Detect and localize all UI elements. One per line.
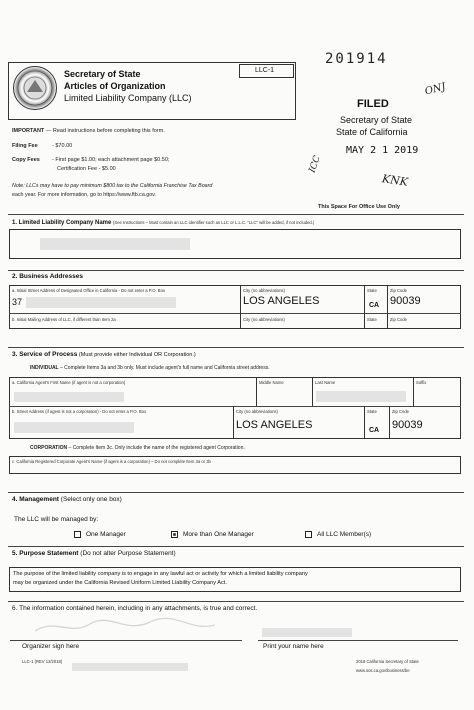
- mailing-address-label: b. Initial Mailing Address of LLC, if different than Item 2a: [12, 317, 116, 322]
- form-revision: LLC-1 (REV 12/2018): [22, 659, 63, 664]
- print-name-label: Print your name here: [263, 643, 324, 650]
- mailing-state-label: State: [367, 317, 377, 322]
- agent-col-divider-1: [256, 377, 257, 406]
- checkbox-one-manager[interactable]: [74, 531, 81, 538]
- option-more-than-one-label: More than One Manager: [183, 531, 254, 538]
- copy-fees-line-2: Certification Fee - $5.00: [57, 166, 116, 172]
- agent-state-value[interactable]: CA: [369, 427, 380, 434]
- corporate-agent-label: c. California Registered Corporate Agent's Name (if agent is a corporation) – Do not complete Item 3a or 3b: [12, 459, 211, 464]
- form-id: LLC-1: [255, 67, 275, 74]
- agent-city-value[interactable]: LOS ANGELES: [236, 419, 313, 431]
- agent-col-divider-2: [312, 377, 313, 406]
- handwritten-initials-mid: KNK: [381, 172, 409, 189]
- zip-label: Zip Code: [390, 288, 407, 293]
- agent-street-label: b. Street Address (if agent is not a corporation) - Do not enter a P.O. Box: [12, 409, 147, 414]
- divider-5: [8, 546, 464, 547]
- street-address-label: a. Initial Street Address of Designated Office in California - Do not enter a P.O. Box: [12, 288, 166, 293]
- filed-date: MAY 2 1 2019: [346, 145, 419, 156]
- signature-image: [30, 616, 220, 638]
- redacted-llc-name: [40, 238, 190, 250]
- agent-first-name-label: a. California Agent's First Name (if agent is not a corporation): [12, 380, 126, 385]
- faded-watermark: [70, 660, 190, 674]
- purpose-line-1: The purpose of the limited liability company is to engage in any lawful act or activity for which a limited liability company: [13, 571, 308, 577]
- section-5-heading: 5. Purpose Statement (Do not alter Purpose Statement): [12, 550, 176, 557]
- section-4-heading: 4. Management (Select only one box): [12, 496, 122, 503]
- state-label: State: [367, 288, 377, 293]
- filing-number: 201914: [325, 51, 388, 67]
- middle-name-label: Middle Name: [259, 380, 284, 385]
- option-one-manager-label: One Manager: [86, 531, 126, 538]
- signature-line: [10, 640, 242, 641]
- divider-6: [8, 601, 464, 602]
- divider-2: [8, 270, 464, 271]
- agent-zip-value[interactable]: 90039: [392, 419, 423, 431]
- redacted-printed-name: [262, 628, 352, 637]
- header-title-3: Limited Liability Company (LLC): [64, 93, 192, 103]
- section-2-heading: 2. Business Addresses: [12, 273, 83, 280]
- checkbox-more-than-one-manager[interactable]: [171, 531, 178, 538]
- individual-instructions: INDIVIDUAL – Complete Items 3a and 3b only. Must include agent's full name and California street address.: [30, 365, 270, 371]
- agent-city-label: City (no abbreviations): [236, 409, 278, 414]
- checkbox-all-members[interactable]: [305, 531, 312, 538]
- option-all-members-label: All LLC Member(s): [317, 531, 372, 538]
- address-col-divider-1: [240, 285, 241, 329]
- management-question: The LLC will be managed by:: [14, 516, 99, 523]
- redacted-agent-street: [14, 422, 134, 433]
- zip-value[interactable]: 90039: [390, 295, 421, 307]
- ftb-note-2: each year. For more information, go to https://www.ftb.ca.gov.: [12, 192, 156, 198]
- handwritten-initials-left: ICC: [307, 154, 323, 175]
- agent-col-divider-4: [233, 406, 234, 439]
- redacted-street-address: [26, 297, 176, 308]
- redacted-agent-last-name: [316, 391, 406, 402]
- ftb-note-1: Note: LLCs may have to pay minimum $800 tax to the California Franchise Tax Board: [12, 183, 213, 189]
- mailing-city-label: City (no abbreviations): [243, 317, 285, 322]
- header-title-1: Secretary of State: [64, 69, 141, 79]
- filing-fee-label: Filing Fee: [12, 143, 38, 149]
- agent-row-divider: [9, 406, 461, 407]
- corporation-instructions: CORPORATION – Complete Item 3c. Only include the name of the registered agent Corporation.: [30, 445, 245, 451]
- address-row-divider: [9, 313, 461, 314]
- copy-fees-line-1: - First page $1.00; each attachment page $0.50;: [52, 157, 170, 163]
- suffix-label: Suffix: [416, 380, 427, 385]
- header-title-2: Articles of Organization: [64, 81, 166, 91]
- state-value[interactable]: CA: [369, 302, 380, 309]
- divider-3: [8, 347, 464, 348]
- section-1-heading: 1. Limited Liability Company Name (See Instructions – Must contain an LLC identifier such as LLC or L.L.C. "LLC" will be added, if not included.): [12, 220, 315, 226]
- filed-line-1: Secretary of State: [340, 115, 413, 125]
- address-col-divider-3: [387, 285, 388, 329]
- purpose-line-2: may be organized under the California Revised Uniform Limited Liability Company Act.: [13, 580, 227, 586]
- copyright: 2018 California Secretary of State: [356, 659, 419, 664]
- city-label: City (no abbreviations): [243, 288, 285, 293]
- handwritten-initials-top: ONJ: [423, 81, 447, 98]
- filing-fee-value: - $70.00: [52, 143, 73, 149]
- print-name-line: [258, 640, 458, 641]
- section-3-heading: 3. Service of Process (Must provide either Individual OR Corporation.): [12, 351, 196, 358]
- section-6-statement: 6. The information contained herein, including in any attachments, is true and correct.: [12, 605, 258, 612]
- website: www.sos.ca.gov/business/be: [356, 668, 410, 673]
- agent-col-divider-6: [389, 406, 390, 439]
- city-value[interactable]: LOS ANGELES: [243, 295, 320, 307]
- agent-col-divider-5: [364, 406, 365, 439]
- copy-fees-label: Copy Fees: [12, 157, 40, 163]
- divider-1: [8, 214, 464, 215]
- mailing-zip-label: Zip Code: [390, 317, 407, 322]
- redacted-agent-first-name: [14, 392, 124, 402]
- divider-4: [8, 492, 464, 493]
- office-use-label: This Space For Office Use Only: [318, 204, 400, 210]
- filed-line-2: State of California: [336, 127, 408, 137]
- street-address-value[interactable]: 37: [12, 297, 23, 307]
- state-seal-logo: [13, 66, 57, 110]
- agent-col-divider-3: [413, 377, 414, 406]
- important-note: IMPORTANT — Read instructions before completing this form.: [12, 128, 165, 134]
- address-col-divider-2: [364, 285, 365, 329]
- agent-zip-label: Zip Code: [392, 409, 409, 414]
- last-name-label: Last Name: [315, 380, 336, 385]
- agent-state-label: State: [367, 409, 377, 414]
- filed-stamp: FILED: [357, 98, 389, 110]
- organizer-sign-label: Organizer sign here: [22, 643, 80, 650]
